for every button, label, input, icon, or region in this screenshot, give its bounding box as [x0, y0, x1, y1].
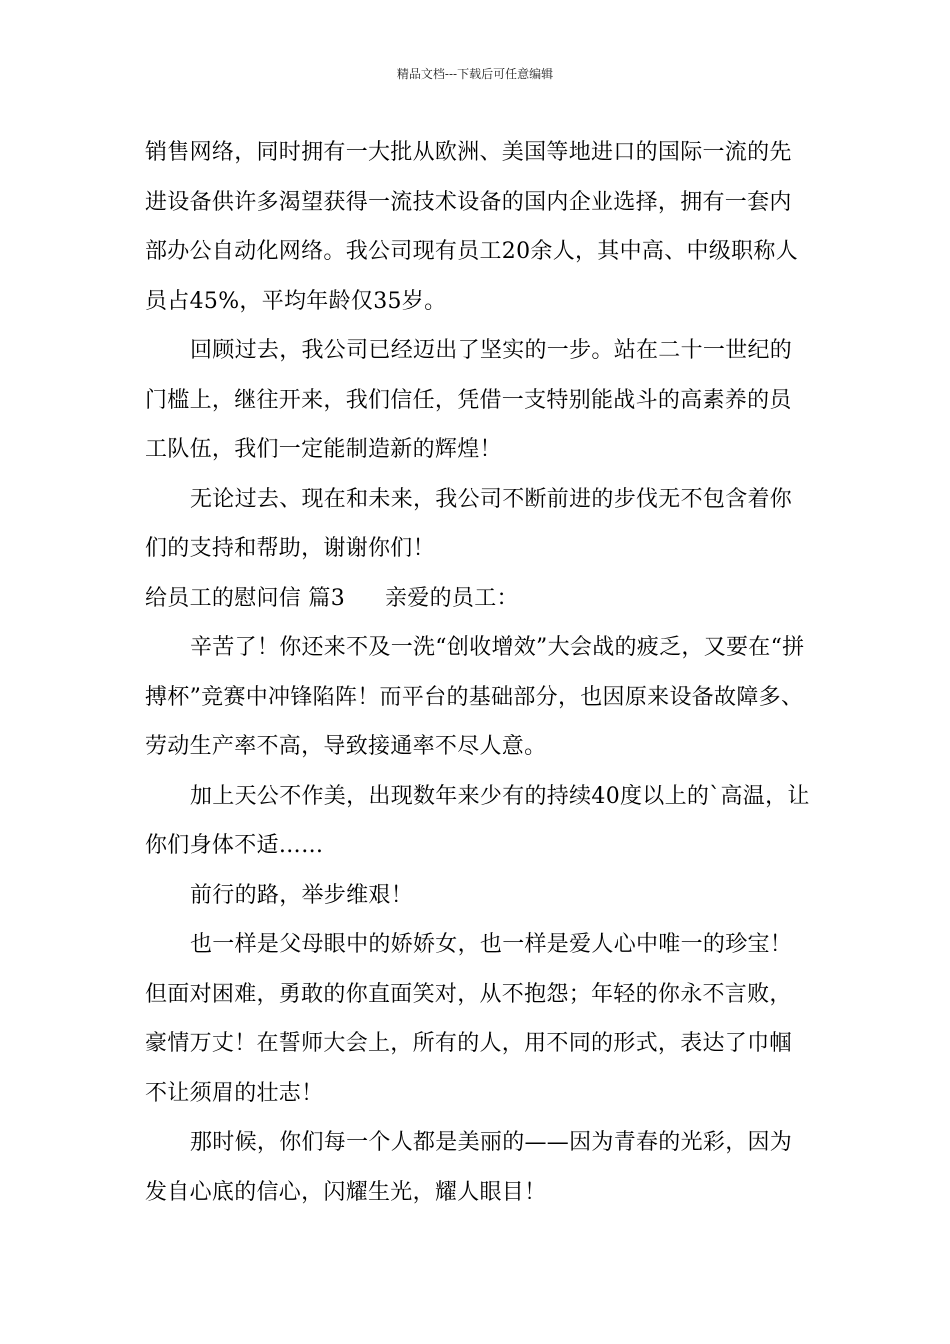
document-body: [145, 128, 810, 1217]
paragraph-continuation: 销售网络，同时拥有一大批从欧洲、美国等地进口的国际一流的先进设备供许多渴望获得一流技术设备的国内企业选择，拥有一套内部办公自动化网络。我公司现有员工20余人，其中高、中级职称人员占45%，平均年龄仅35岁。: [145, 140, 798, 314]
section-heading: [145, 574, 810, 624]
paragraph-thanks: 无论过去、现在和未来，我公司不断前进的步伐无不包含着你们的支持和帮助，谢谢你们！: [145, 486, 793, 561]
paragraph-review: 回顾过去，我公司已经迈出了坚实的一步。站在二十一世纪的门槛上，继往开来，我们信任，凭借一支特别能战斗的高素养的员工队伍，我们一定能制造新的辉煌！: [145, 338, 793, 462]
salutation: 亲爱的员工：: [385, 585, 519, 611]
section-title: 给员工的慰问信 篇3: [145, 585, 345, 611]
letter-paragraph-weather: 加上天公不作美，出现数年来少有的持续40度以上的`高温，让你们身体不适……: [145, 783, 810, 858]
letter-paragraph-courage: 也一样是父母眼中的娇娇女，也一样是爱人心中唯一的珍宝！但面对困难，勇敢的你直面笑对，从不抱怨；年轻的你永不言败，豪情万丈！在誓师大会上，所有的人，用不同的形式，表达了巾帼不让须眉的壮志！: [145, 932, 793, 1106]
letter-paragraph-road: 前行的路，举步维艰！: [190, 882, 414, 908]
page-header: 精品文档---下载后可任意编辑: [396, 67, 554, 81]
letter-paragraph-hardship: 辛苦了！你还来不及一洗“创收增效”大会战的疲乏，又要在“拼搏杯”竞赛中冲锋陷阵！而平台的基础部分，也因原来设备故障多、劳动生产率不高，导致接通率不尽人意。: [145, 635, 805, 759]
letter-paragraph-beauty: 那时候，你们每一个人都是美丽的——因为青春的光彩，因为发自心底的信心，闪耀生光，耀人眼目！: [145, 1130, 793, 1205]
